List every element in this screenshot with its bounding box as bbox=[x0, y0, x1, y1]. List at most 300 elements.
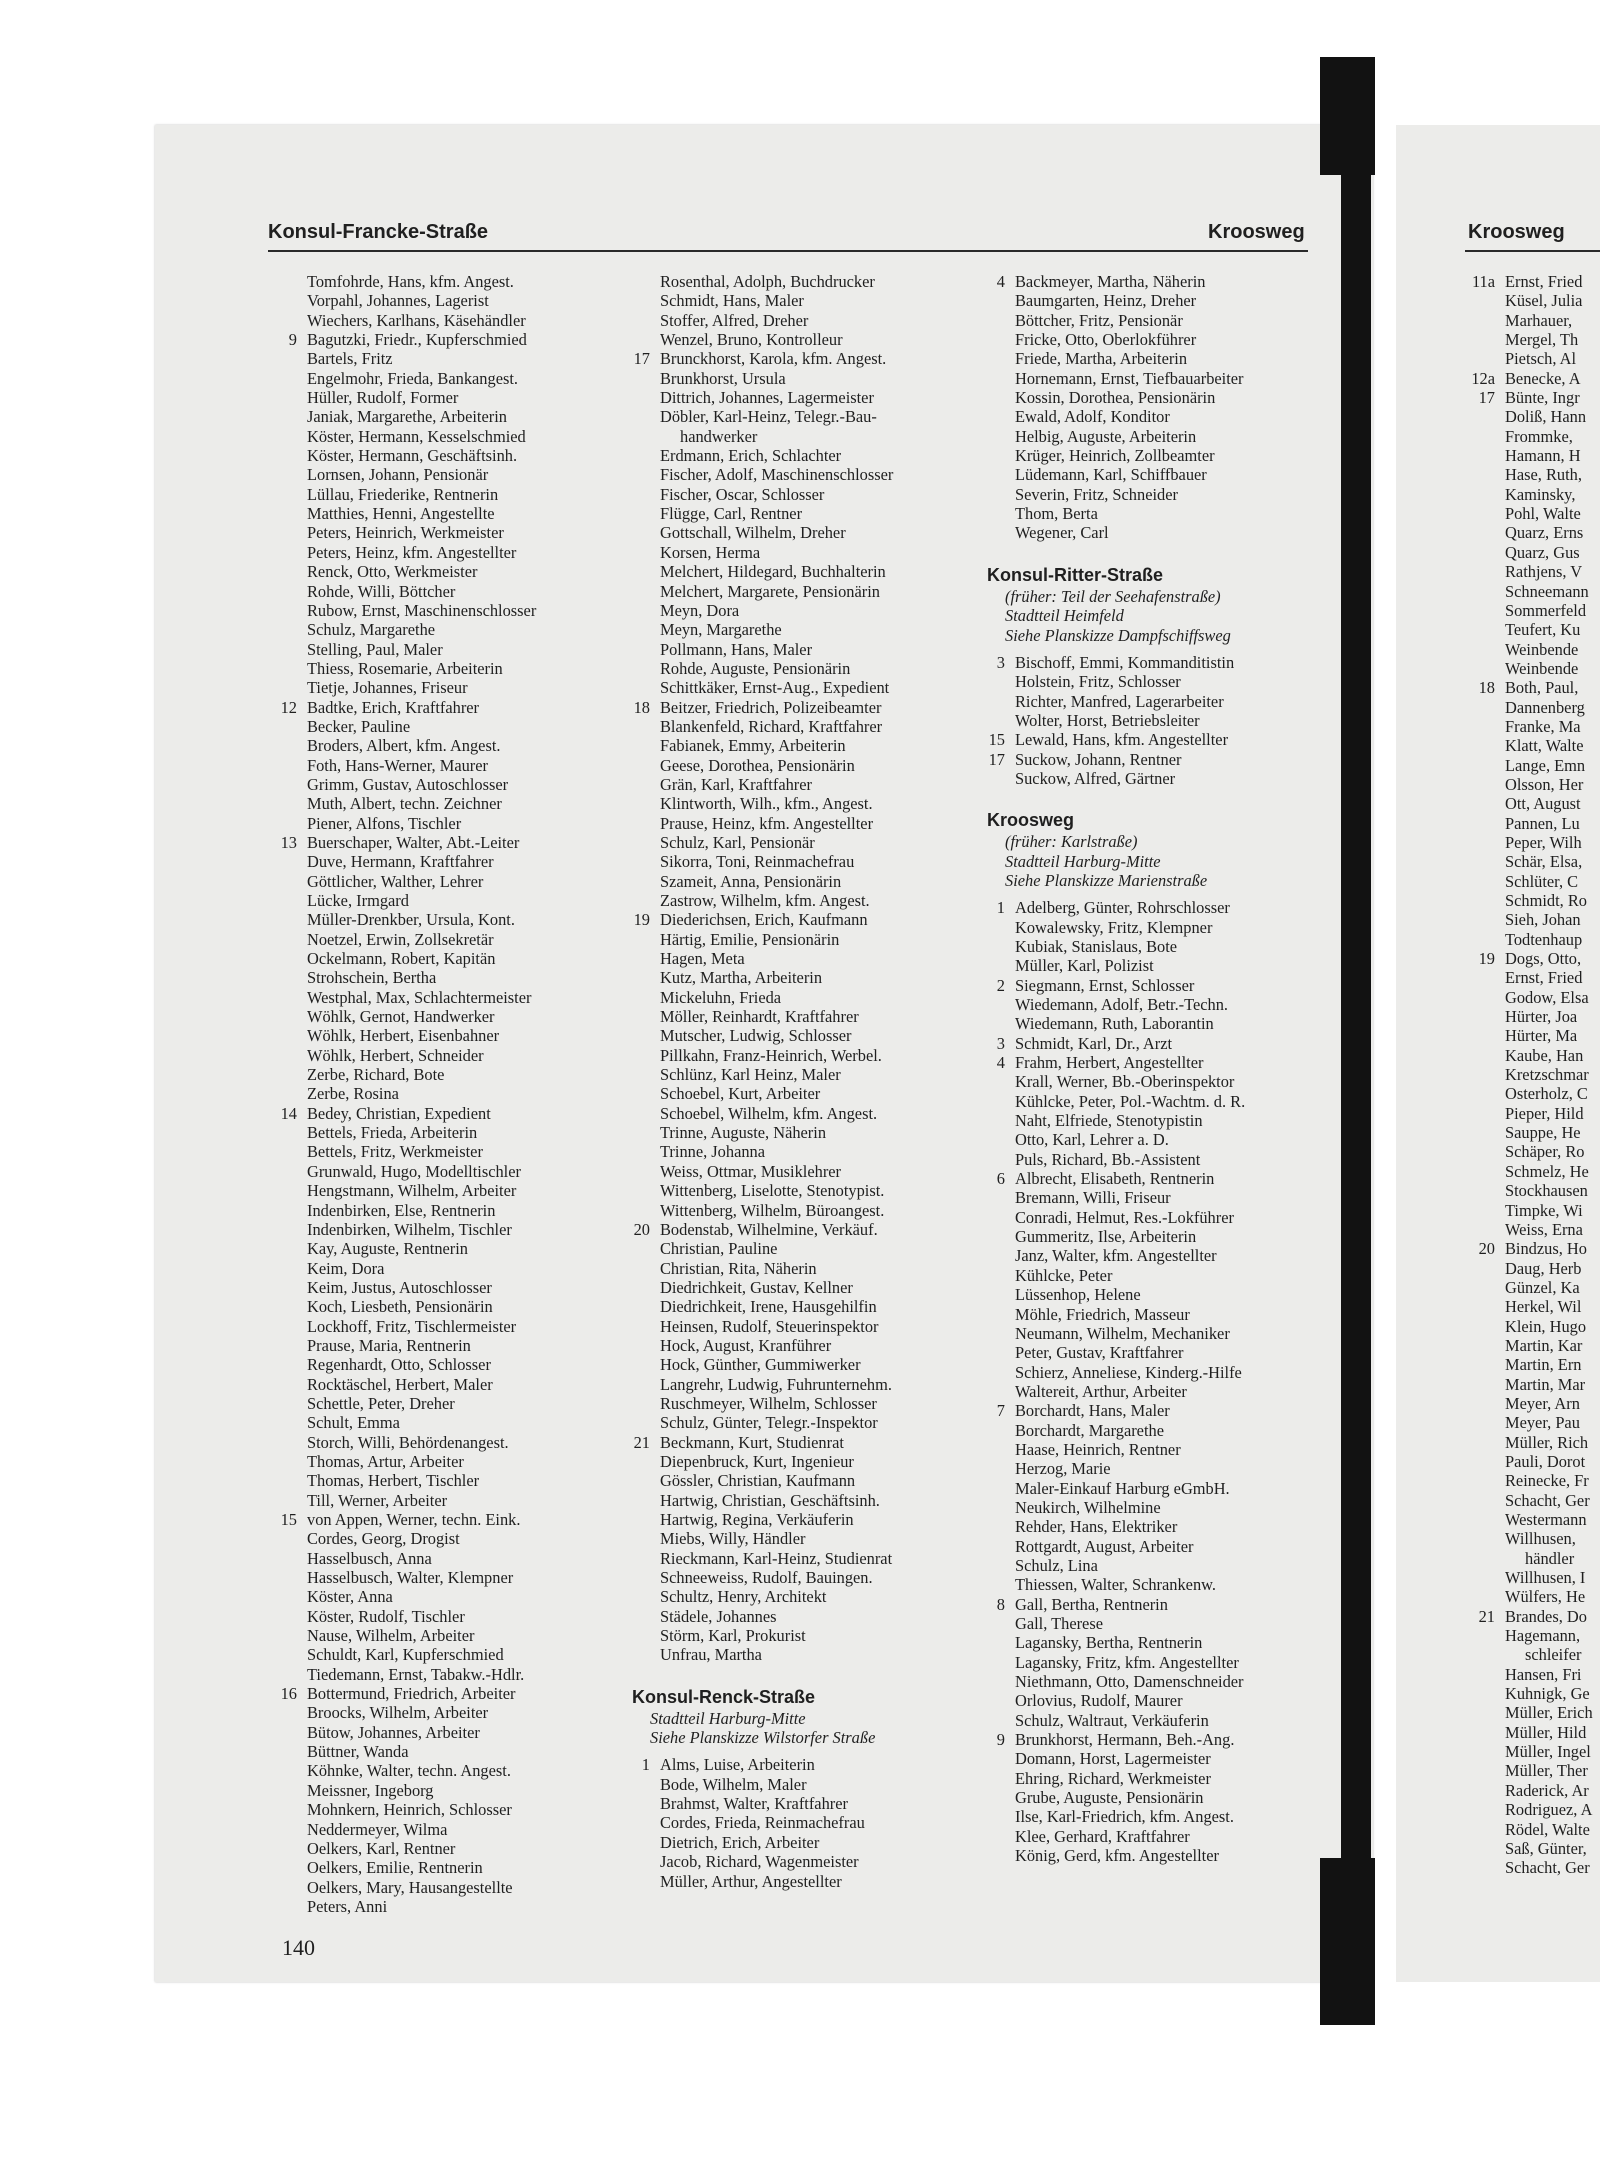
resident-entry: Büttner, Wanda bbox=[307, 1742, 409, 1762]
list-item bbox=[1015, 311, 1245, 330]
resident-entry: Müller, Hild bbox=[1505, 1722, 1587, 1742]
list-item bbox=[307, 427, 536, 446]
list-item bbox=[1505, 1510, 1593, 1529]
house-number: 9 bbox=[288, 330, 297, 350]
resident-entry: Baumgarten, Heinz, Dreher bbox=[1015, 291, 1197, 311]
resident-entry: Zerbe, Rosina bbox=[307, 1084, 399, 1104]
list-item bbox=[307, 485, 536, 504]
resident-entry: Indenbirken, Wilhelm, Tischler bbox=[307, 1219, 512, 1239]
list-item bbox=[1015, 1111, 1245, 1130]
resident-entry: Wegener, Carl bbox=[1015, 523, 1109, 543]
list-item bbox=[307, 1278, 536, 1297]
list-item bbox=[307, 949, 536, 968]
resident-entry: Badtke, Erich, Kraftfahrer bbox=[307, 697, 480, 717]
list-item bbox=[660, 1375, 893, 1394]
list-item bbox=[307, 369, 536, 388]
list-item bbox=[660, 1104, 893, 1123]
list-item bbox=[660, 1775, 893, 1794]
resident-entry: Schulz, Günter, Telegr.-Inspektor bbox=[660, 1413, 878, 1433]
house-number: 13 bbox=[280, 832, 297, 852]
resident-entry: Kutz, Martha, Arbeiterin bbox=[660, 968, 823, 988]
resident-entry: Müller, Karl, Polizist bbox=[1015, 956, 1154, 976]
list-item bbox=[307, 1355, 536, 1374]
resident-entry: Godow, Elsa bbox=[1505, 987, 1589, 1007]
list-item bbox=[1505, 717, 1593, 736]
list-item bbox=[307, 891, 536, 910]
resident-entry: Peters, Heinrich, Werkmeister bbox=[307, 523, 504, 543]
list-item bbox=[307, 601, 536, 620]
list-item bbox=[307, 640, 536, 659]
list-item bbox=[307, 349, 536, 368]
resident-entry: Korsen, Herma bbox=[660, 542, 761, 562]
list-item bbox=[1015, 349, 1245, 368]
column-next-page bbox=[1471, 272, 1593, 1878]
resident-entry: Schäper, Ro bbox=[1505, 1142, 1585, 1162]
resident-entry: Hansen, Fri bbox=[1505, 1664, 1582, 1684]
resident-entry: Weinbende bbox=[1505, 658, 1579, 678]
resident-entry: Schierz, Anneliese, Kinderg.-Hilfe bbox=[1015, 1362, 1242, 1382]
list-item bbox=[307, 1065, 536, 1084]
resident-entry: Lüllau, Friederike, Rentnerin bbox=[307, 484, 499, 504]
list-item bbox=[1505, 852, 1593, 871]
list-item bbox=[660, 1394, 893, 1413]
resident-entry: Fischer, Oscar, Schlosser bbox=[660, 484, 825, 504]
list-item bbox=[633, 910, 893, 930]
list-item bbox=[660, 465, 893, 484]
list-item bbox=[1015, 504, 1245, 523]
street-heading: Konsul-Ritter-Straße bbox=[987, 564, 1164, 585]
list-item bbox=[1015, 1440, 1245, 1459]
list-item bbox=[660, 1852, 893, 1871]
resident-entry: Dittrich, Johannes, Lagermeister bbox=[660, 388, 874, 408]
list-item bbox=[1505, 1742, 1593, 1761]
resident-entry: Schoebel, Wilhelm, kfm. Angest. bbox=[660, 1103, 878, 1123]
list-item bbox=[660, 1084, 893, 1103]
house-number: 17 bbox=[1478, 388, 1495, 408]
resident-entry: Bartels, Fritz bbox=[307, 349, 393, 369]
resident-entry: Suckow, Alfred, Gärtner bbox=[1015, 768, 1176, 788]
resident-entry: Szameit, Anna, Pensionärin bbox=[660, 871, 842, 891]
resident-entry: Waltereit, Arthur, Arbeiter bbox=[1015, 1381, 1187, 1401]
list-item bbox=[1015, 446, 1245, 465]
list-item bbox=[1015, 1769, 1245, 1788]
list-item bbox=[1015, 1208, 1245, 1227]
house-number: 9 bbox=[996, 1730, 1005, 1750]
list-item bbox=[1505, 1084, 1593, 1103]
resident-entry: Christian, Pauline bbox=[660, 1239, 778, 1259]
list-item bbox=[307, 1336, 536, 1355]
list-item bbox=[1505, 1026, 1593, 1045]
resident-entry: Oelkers, Emilie, Rentnerin bbox=[307, 1858, 483, 1878]
resident-entry: Janz, Walter, kfm. Angestellter bbox=[1015, 1246, 1217, 1266]
resident-entry: Sommerfeld bbox=[1505, 600, 1587, 620]
resident-entry: Rathjens, V bbox=[1505, 562, 1583, 582]
resident-entry: händler bbox=[1525, 1548, 1575, 1568]
list-item bbox=[660, 930, 893, 949]
resident-entry: Müller, Arthur, Angestellter bbox=[660, 1871, 842, 1891]
house-number: 15 bbox=[280, 1510, 297, 1529]
list-item bbox=[1505, 1201, 1593, 1220]
resident-entry: Wittenberg, Wilhelm, Büroangest. bbox=[660, 1200, 885, 1220]
list-item bbox=[1015, 1827, 1245, 1846]
resident-entry: Kay, Auguste, Rentnerin bbox=[307, 1239, 468, 1259]
list-item bbox=[1015, 1517, 1245, 1536]
list-item bbox=[1015, 465, 1245, 484]
list-item bbox=[1505, 1278, 1593, 1297]
resident-entry: Schneeweiss, Rudolf, Bauingen. bbox=[660, 1568, 873, 1588]
list-item bbox=[1015, 369, 1245, 388]
list-item bbox=[1015, 1672, 1245, 1691]
list-item bbox=[1505, 1839, 1593, 1858]
resident-entry: Rieckmann, Karl-Heinz, Studienrat bbox=[660, 1548, 893, 1568]
list-item bbox=[1505, 968, 1593, 987]
list-item bbox=[1505, 1781, 1593, 1800]
resident-entry: Maler-Einkauf Harburg eGmbH. bbox=[1015, 1478, 1230, 1498]
resident-entry: Teufert, Ku bbox=[1505, 620, 1581, 640]
list-item bbox=[1015, 1846, 1245, 1865]
list-item bbox=[1015, 1479, 1245, 1498]
list-item bbox=[1505, 485, 1593, 504]
list-item bbox=[1505, 1046, 1593, 1065]
list-item bbox=[988, 730, 1245, 750]
list-item bbox=[1015, 1575, 1245, 1594]
list-item bbox=[660, 1007, 893, 1026]
house-number: 20 bbox=[633, 1219, 650, 1239]
resident-entry: Todtenhaup bbox=[1505, 929, 1583, 949]
resident-entry: Hornemann, Ernst, Tiefbauarbeiter bbox=[1015, 368, 1244, 388]
resident-entry: Möller, Reinhardt, Kraftfahrer bbox=[660, 1007, 859, 1027]
resident-entry: Wöhlk, Herbert, Eisenbahner bbox=[307, 1026, 500, 1046]
list-item bbox=[307, 1181, 536, 1200]
list-item bbox=[633, 697, 893, 717]
resident-entry: Klintworth, Wilh., kfm., Angest. bbox=[660, 794, 873, 814]
list-item bbox=[1015, 1227, 1245, 1246]
list-item bbox=[660, 1491, 893, 1510]
list-item bbox=[1505, 1471, 1593, 1490]
resident-entry: Hengstmann, Wilhelm, Arbeiter bbox=[307, 1181, 517, 1201]
resident-entry: Melchert, Hildegard, Buchhalterin bbox=[660, 562, 886, 582]
list-item bbox=[1015, 407, 1245, 426]
resident-entry: Klatt, Walte bbox=[1505, 736, 1584, 756]
column-3 bbox=[987, 272, 1246, 1866]
list-item bbox=[996, 975, 1245, 995]
resident-entry: Meissner, Ingeborg bbox=[307, 1780, 434, 1800]
resident-entry: Piener, Alfons, Tischler bbox=[307, 813, 462, 833]
list-item bbox=[660, 543, 893, 562]
house-number: 18 bbox=[1478, 678, 1495, 698]
resident-entry: Hase, Ruth, bbox=[1505, 465, 1582, 485]
list-item bbox=[307, 543, 536, 562]
list-item bbox=[660, 504, 893, 523]
resident-entry: Martin, Ern bbox=[1505, 1355, 1582, 1375]
list-item bbox=[660, 291, 893, 310]
resident-entry: Lockhoff, Fritz, Tischlermeister bbox=[307, 1316, 517, 1336]
list-item bbox=[660, 1626, 893, 1645]
list-item bbox=[307, 1046, 536, 1065]
running-head-left: Konsul-Francke-Straße bbox=[268, 221, 489, 243]
resident-entry: Pollmann, Hans, Maler bbox=[660, 639, 813, 659]
resident-entry: Ewald, Adolf, Konditor bbox=[1015, 407, 1170, 427]
resident-entry: Krall, Werner, Bb.-Oberinspektor bbox=[1015, 1072, 1235, 1092]
resident-entry: Conradi, Helmut, Res.-Lokführer bbox=[1015, 1207, 1234, 1227]
list-item bbox=[996, 652, 1245, 672]
list-item bbox=[1015, 330, 1245, 349]
resident-entry: Mergel, Th bbox=[1505, 330, 1579, 350]
resident-entry: Bettels, Fritz, Werkmeister bbox=[307, 1142, 483, 1162]
list-item bbox=[1015, 956, 1245, 975]
resident-entry: Haase, Heinrich, Rentner bbox=[1015, 1439, 1181, 1459]
resident-entry: Schulz, Margarethe bbox=[307, 620, 436, 640]
list-item bbox=[307, 1897, 536, 1916]
column-1 bbox=[280, 272, 537, 1916]
resident-entry: Günzel, Ka bbox=[1505, 1277, 1580, 1297]
resident-entry: Diepenbruck, Kurt, Ingenieur bbox=[660, 1451, 854, 1471]
resident-entry: Erdmann, Erich, Schlachter bbox=[660, 446, 842, 466]
list-item bbox=[633, 1219, 893, 1239]
list-item bbox=[660, 1813, 893, 1832]
resident-entry: Hock, August, Kranführer bbox=[660, 1335, 832, 1355]
resident-entry: schleifer bbox=[1525, 1645, 1582, 1665]
list-item bbox=[1015, 995, 1245, 1014]
list-item bbox=[1505, 1491, 1593, 1510]
house-number: 4 bbox=[996, 1053, 1005, 1073]
list-item bbox=[307, 1317, 536, 1336]
list-item bbox=[1505, 1355, 1593, 1374]
house-number: 17 bbox=[988, 749, 1005, 769]
resident-entry: Müller, Ther bbox=[1505, 1761, 1588, 1781]
resident-entry: Janiak, Margarethe, Arbeiterin bbox=[307, 407, 507, 427]
resident-entry: Kowalewsky, Fritz, Klempner bbox=[1015, 917, 1213, 937]
resident-entry: Raderick, Ar bbox=[1505, 1780, 1589, 1800]
resident-entry: Rödel, Walte bbox=[1505, 1819, 1590, 1839]
resident-entry: Wiechers, Karlhans, Käsehändler bbox=[307, 310, 526, 330]
list-item bbox=[660, 272, 893, 291]
resident-entry: Oelkers, Mary, Hausangestellte bbox=[307, 1877, 513, 1897]
resident-entry: Gottschall, Wilhelm, Dreher bbox=[660, 523, 846, 543]
list-item bbox=[660, 891, 893, 910]
list-item bbox=[660, 794, 893, 813]
list-item bbox=[1015, 1130, 1245, 1149]
list-item bbox=[660, 1181, 893, 1200]
list-item bbox=[660, 736, 893, 755]
house-number: 4 bbox=[996, 272, 1005, 291]
resident-entry: Schulz, Waltraut, Verkäuferin bbox=[1015, 1710, 1209, 1730]
resident-entry: Regenhardt, Otto, Schlosser bbox=[307, 1355, 491, 1375]
list-item bbox=[1015, 1266, 1245, 1285]
list-item bbox=[1505, 659, 1593, 678]
resident-entry: Schacht, Ger bbox=[1505, 1490, 1590, 1510]
list-item bbox=[1015, 1092, 1245, 1111]
resident-entry: Meyer, Pau bbox=[1505, 1413, 1580, 1433]
list-item bbox=[660, 872, 893, 891]
resident-entry: Kossin, Dorothea, Pensionärin bbox=[1015, 388, 1216, 408]
list-item bbox=[307, 1491, 536, 1510]
resident-entry: Schettle, Peter, Dreher bbox=[307, 1393, 455, 1413]
street-note: Siehe Planskizze Dampfschiffsweg bbox=[1005, 625, 1231, 645]
resident-entry: Prause, Maria, Rentnerin bbox=[307, 1335, 471, 1355]
list-item bbox=[1015, 918, 1245, 937]
list-item bbox=[1505, 562, 1593, 581]
resident-entry: Meyn, Margarethe bbox=[660, 620, 782, 640]
list-item bbox=[660, 1046, 893, 1065]
resident-entry: Schacht, Ger bbox=[1505, 1858, 1590, 1878]
resident-entry: Westphal, Max, Schlachtermeister bbox=[307, 987, 532, 1007]
list-item bbox=[1505, 1587, 1593, 1606]
list-item bbox=[307, 1162, 536, 1181]
list-item bbox=[660, 523, 893, 542]
list-item bbox=[1505, 736, 1593, 755]
resident-entry: Meyer, Arn bbox=[1505, 1393, 1580, 1413]
resident-entry: Otto, Karl, Lehrer a. D. bbox=[1015, 1130, 1169, 1150]
resident-entry: Matthies, Henni, Angestellte bbox=[307, 504, 495, 524]
resident-entry: Gössler, Christian, Kaufmann bbox=[660, 1471, 856, 1491]
list-item bbox=[660, 1065, 893, 1084]
list-item bbox=[1015, 1537, 1245, 1556]
list-item bbox=[307, 1026, 536, 1045]
list-item bbox=[280, 697, 536, 717]
resident-entry: Herkel, Wil bbox=[1505, 1297, 1582, 1317]
list-item bbox=[660, 1794, 893, 1813]
resident-entry: Köster, Hermann, Kesselschmied bbox=[307, 426, 526, 446]
list-item bbox=[660, 1607, 893, 1626]
list-item bbox=[660, 388, 893, 407]
list-item bbox=[1015, 769, 1245, 788]
house-number: 6 bbox=[996, 1169, 1005, 1189]
street-heading: Kroosweg bbox=[987, 810, 1075, 831]
list-item bbox=[660, 678, 893, 697]
list-item bbox=[1015, 1653, 1245, 1672]
resident-entry: Diedrichkeit, Gustav, Kellner bbox=[660, 1277, 853, 1297]
resident-entry: Tietje, Johannes, Friseur bbox=[307, 678, 468, 698]
resident-entry: Strohschein, Bertha bbox=[307, 968, 437, 988]
list-item bbox=[307, 794, 536, 813]
resident-entry: Klee, Gerhard, Kraftfahrer bbox=[1015, 1826, 1190, 1846]
resident-entry: Gall, Therese bbox=[1015, 1614, 1103, 1633]
list-item bbox=[660, 330, 893, 349]
list-item bbox=[307, 1220, 536, 1239]
resident-entry: Schuldt, Karl, Kupferschmied bbox=[307, 1645, 504, 1665]
resident-entry: Schneemann bbox=[1505, 581, 1589, 601]
resident-entry: Rottgardt, August, Arbeiter bbox=[1015, 1536, 1194, 1556]
list-item bbox=[307, 1375, 536, 1394]
resident-entry: Hasselbusch, Walter, Klempner bbox=[307, 1568, 514, 1588]
resident-entry: Ilse, Karl-Friedrich, kfm. Angest. bbox=[1015, 1807, 1234, 1827]
list-item bbox=[660, 369, 893, 388]
resident-entry: Alms, Luise, Arbeiterin bbox=[660, 1755, 815, 1775]
list-item bbox=[1015, 1382, 1245, 1401]
list-item bbox=[1505, 1820, 1593, 1839]
resident-entry: Kühlcke, Peter bbox=[1015, 1265, 1113, 1285]
list-item bbox=[660, 1452, 893, 1471]
house-number: 7 bbox=[996, 1401, 1005, 1421]
resident-entry: Foth, Hans-Werner, Maurer bbox=[307, 755, 488, 775]
list-item bbox=[1505, 1568, 1593, 1587]
resident-entry: Marhauer, bbox=[1505, 310, 1573, 330]
resident-entry: Tomfohrde, Hans, kfm. Angest. bbox=[307, 272, 514, 291]
list-item bbox=[1505, 1162, 1593, 1181]
list-item bbox=[307, 1529, 536, 1548]
resident-entry: Bindzus, Ho bbox=[1505, 1239, 1587, 1259]
list-item bbox=[1505, 698, 1593, 717]
list-item bbox=[1505, 1858, 1593, 1877]
resident-entry: Lüdemann, Karl, Schiffbauer bbox=[1015, 465, 1207, 485]
list-item bbox=[660, 1123, 893, 1142]
resident-entry: Herzog, Marie bbox=[1015, 1459, 1111, 1479]
house-number: 18 bbox=[633, 697, 650, 717]
list-item bbox=[307, 659, 536, 678]
list-item bbox=[1505, 1220, 1593, 1239]
list-item bbox=[1505, 1259, 1593, 1278]
list-item bbox=[1015, 711, 1245, 730]
list-item bbox=[307, 1452, 536, 1471]
resident-entry: Wöhlk, Gernot, Handwerker bbox=[307, 1007, 495, 1027]
list-item bbox=[307, 1761, 536, 1780]
list-item bbox=[1505, 1394, 1593, 1413]
resident-entry: Willhusen, I bbox=[1505, 1568, 1586, 1588]
resident-entry: Heinsen, Rudolf, Steuerinspektor bbox=[660, 1316, 879, 1336]
list-item bbox=[1471, 272, 1593, 291]
list-item bbox=[1505, 1761, 1593, 1780]
resident-entry: Helbig, Auguste, Arbeiterin bbox=[1015, 426, 1197, 446]
resident-entry: Bischoff, Emmi, Kommanditistin bbox=[1015, 652, 1235, 672]
resident-entry: Schittkäker, Ernst-Aug., Expedient bbox=[660, 678, 890, 698]
resident-entry: Grän, Karl, Kraftfahrer bbox=[660, 774, 812, 794]
resident-entry: Fabianek, Emmy, Arbeiterin bbox=[660, 736, 846, 756]
resident-entry: Sieh, Johan bbox=[1505, 910, 1581, 930]
list-item bbox=[280, 832, 536, 852]
resident-entry: Saß, Günter, bbox=[1505, 1838, 1587, 1858]
resident-entry: Lüssenhop, Helene bbox=[1015, 1285, 1141, 1305]
resident-entry: Nause, Wilhelm, Arbeiter bbox=[307, 1626, 475, 1646]
list-item bbox=[307, 736, 536, 755]
resident-entry: Möhle, Friedrich, Masseur bbox=[1015, 1304, 1190, 1324]
resident-entry: handwerker bbox=[680, 426, 758, 446]
list-item bbox=[1505, 601, 1593, 620]
resident-entry: König, Gerd, kfm. Angestellter bbox=[1015, 1846, 1219, 1866]
list-item bbox=[307, 1645, 536, 1664]
resident-entry: Müller-Drenkber, Ursula, Kont. bbox=[307, 910, 515, 930]
resident-entry: Lornsen, Johann, Pensionär bbox=[307, 465, 489, 485]
resident-entry: Pietsch, Al bbox=[1505, 349, 1577, 369]
list-item bbox=[660, 1833, 893, 1852]
resident-entry: Bettels, Frieda, Arbeiterin bbox=[307, 1123, 478, 1143]
resident-entry: Köster, Rudolf, Tischler bbox=[307, 1606, 465, 1626]
list-item bbox=[660, 562, 893, 581]
resident-entry: Schlüter, C bbox=[1505, 871, 1579, 891]
street-note: Siehe Planskizze Marienstraße bbox=[1005, 870, 1208, 890]
list-item bbox=[1478, 1239, 1593, 1259]
list-item bbox=[288, 330, 536, 350]
resident-entry: Willhusen, bbox=[1505, 1529, 1576, 1549]
list-item bbox=[660, 775, 893, 794]
resident-entry: Peper, Wilh bbox=[1505, 832, 1582, 852]
list-item bbox=[1505, 1529, 1593, 1548]
resident-entry: Lagansky, Bertha, Rentnerin bbox=[1015, 1633, 1203, 1653]
resident-entry: Weinbende bbox=[1505, 639, 1579, 659]
resident-entry: Flügge, Carl, Rentner bbox=[660, 504, 803, 524]
resident-entry: Stelling, Paul, Maler bbox=[307, 639, 443, 659]
house-number: 3 bbox=[996, 1033, 1005, 1053]
house-number: 19 bbox=[633, 910, 650, 930]
list-item bbox=[307, 1723, 536, 1742]
list-item bbox=[1015, 1072, 1245, 1091]
resident-entry: Unfrau, Martha bbox=[660, 1645, 762, 1665]
house-number: 20 bbox=[1478, 1239, 1495, 1259]
house-number: 2 bbox=[996, 975, 1005, 995]
list-item bbox=[996, 1594, 1245, 1614]
resident-entry: Hagemann, bbox=[1505, 1626, 1581, 1646]
resident-entry: Bagutzki, Friedr., Kupferschmied bbox=[307, 330, 527, 350]
